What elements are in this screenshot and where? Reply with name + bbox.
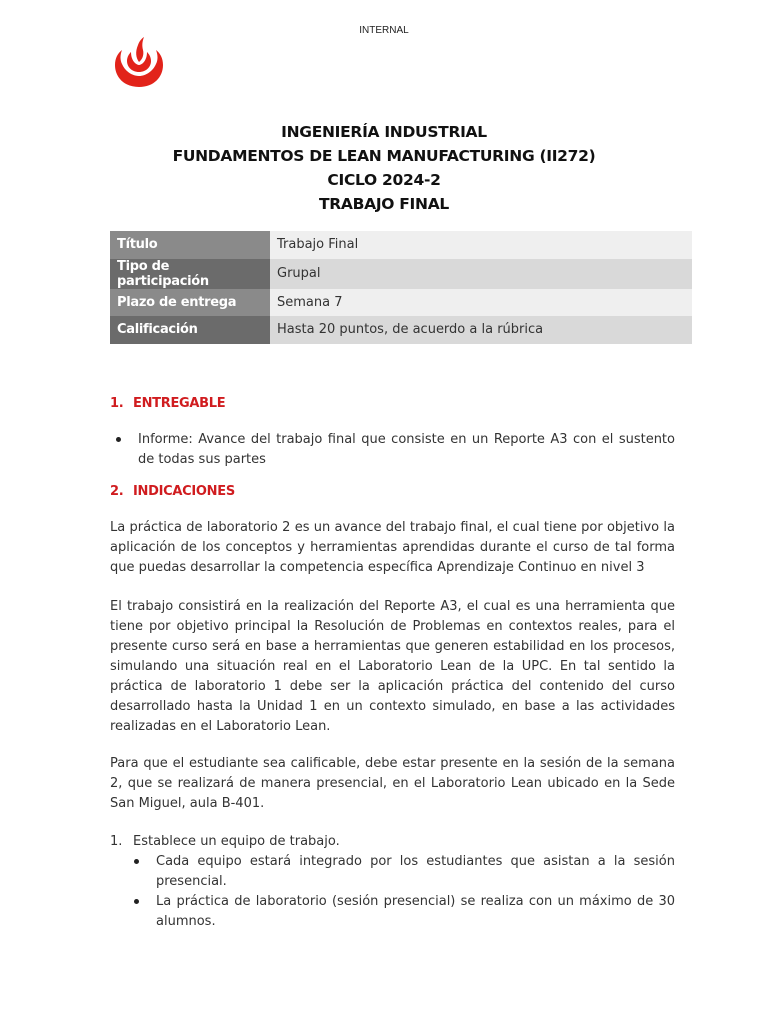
paragraph — [110, 518, 675, 578]
paragraph-text: El trabajo consistirá en la realización del Reporte A3, el cual es una herramienta que tiene por objetivo principal la Resolución de Problemas en contextos reales, para el presente curso será en base a herramientas que generen estabilidad en los procesos, simulando una situación real en el Laboratorio Lean de la UPC. En tal sentido la práctica de laboratorio 1 debe ser la aplicación práctica del contenido del curso desarrollado hasta la Unidad 1 en un contexto simulado, en base a las actividades realizadas en el Laboratorio Lean. — [110, 599, 675, 734]
row-value: Grupal — [270, 259, 692, 289]
section-title: INDICACIONES — [133, 484, 235, 499]
row-label: Título — [110, 231, 270, 259]
table-row — [110, 289, 692, 317]
paragraph-text: La práctica de laboratorio 2 es un avance del trabajo final, el cual tiene por objetivo la aplicación de los conceptos y herramientas aprendidas durante el curso de tal forma que puedas desarrollar la competencia específica Aprendizaje Continuo en nivel 3 — [110, 520, 675, 575]
section-number: 1. — [110, 396, 124, 411]
section-number: 2. — [110, 484, 124, 499]
row-label: Plazo de entrega — [110, 289, 270, 317]
row-value: Hasta 20 puntos, de acuerdo a la rúbrica — [270, 316, 692, 344]
cycle-title: CICLO 2024-2 — [327, 171, 441, 189]
faculty-title: INGENIERÍA INDUSTRIAL — [281, 123, 487, 141]
table-row — [110, 259, 692, 289]
item-number: 1. — [110, 834, 123, 849]
course-title: FUNDAMENTOS DE LEAN MANUFACTURING (II272) — [172, 147, 596, 165]
numbered-list — [110, 832, 675, 932]
section-heading — [110, 394, 675, 414]
row-value: Trabajo Final — [270, 231, 692, 259]
classification-label: INTERNAL — [359, 25, 409, 36]
table-row — [110, 231, 692, 259]
section-title: ENTREGABLE — [133, 396, 226, 411]
assignment-info-table — [110, 231, 692, 344]
paragraph — [110, 597, 675, 737]
document-title-block — [0, 120, 768, 216]
upc-flame-logo-icon — [112, 36, 166, 88]
row-label: Tipo de participación — [110, 259, 270, 289]
entregable-list — [110, 430, 675, 470]
list-item: Informe: Avance del trabajo final que consiste en un Reporte A3 con el sustento de todas sus partes — [110, 430, 675, 470]
paragraph-text: Para que el estudiante sea calificable, debe estar presente en la sesión de la semana 2, que se realizará de manera presencial, en el Laboratorio Lean ubicado en la Sede San Miguel, aula B-401. — [110, 756, 675, 811]
paragraph — [110, 754, 675, 814]
section-heading — [110, 482, 675, 502]
section-indicaciones — [110, 482, 675, 502]
section-entregable — [110, 394, 675, 414]
list-item: La práctica de laboratorio (sesión presencial) se realiza con un máximo de 30 alumnos. — [110, 892, 675, 932]
sub-bullet-list — [110, 852, 675, 932]
row-label: Calificación — [110, 316, 270, 344]
assignment-title: TRABAJO FINAL — [319, 195, 449, 213]
list-item: Cada equipo estará integrado por los estudiantes que asistan a la sesión presencial. — [110, 852, 675, 892]
numbered-item — [110, 832, 675, 852]
row-value: Semana 7 — [270, 289, 692, 317]
item-text: Establece un equipo de trabajo. — [133, 834, 340, 849]
table-row — [110, 316, 692, 344]
